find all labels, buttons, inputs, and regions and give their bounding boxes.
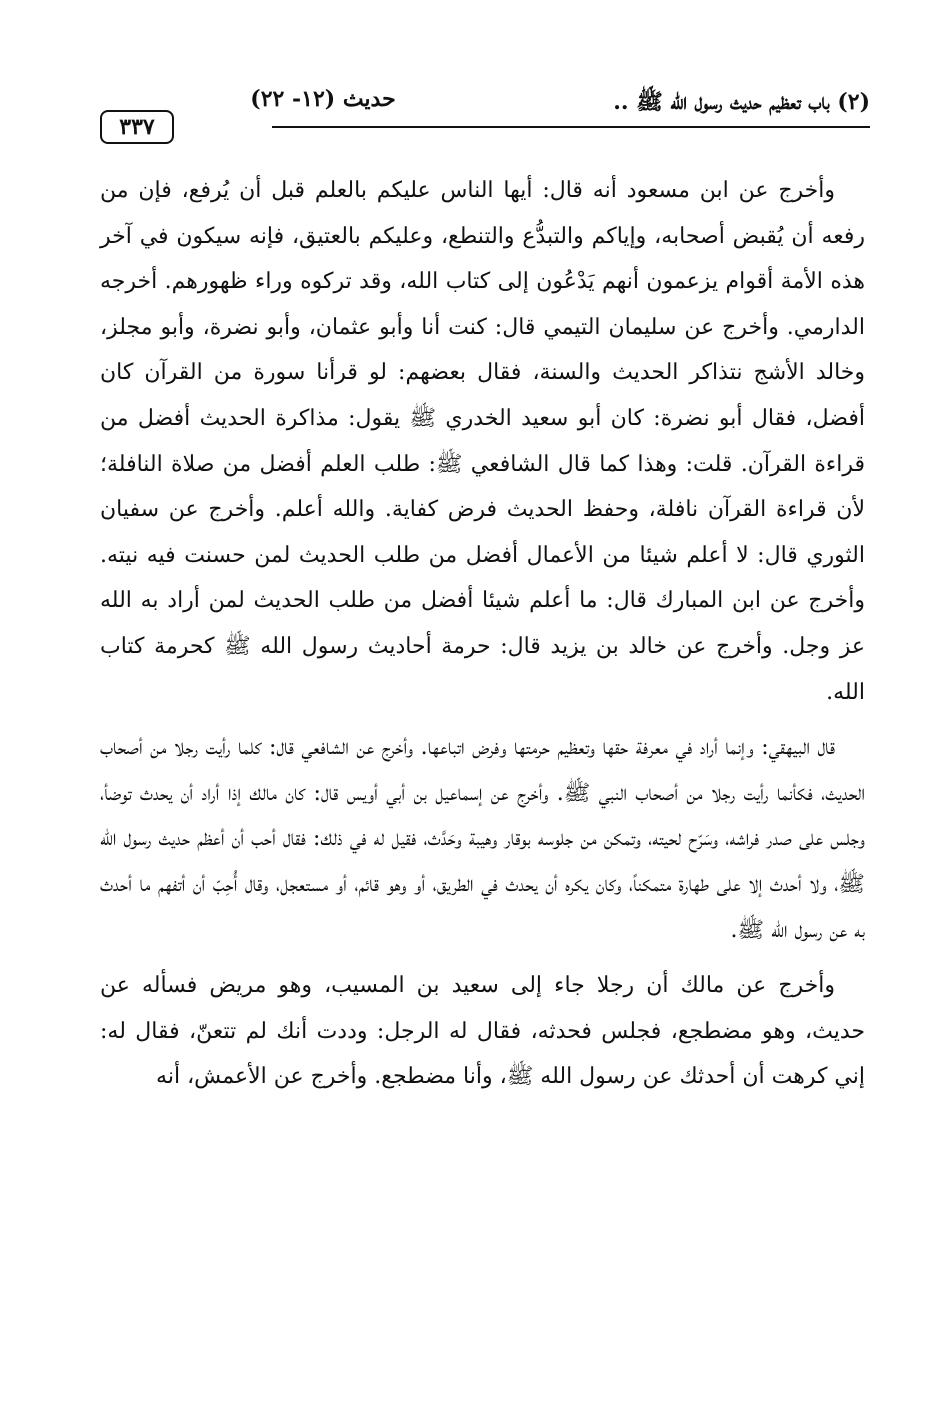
- page-header: [100, 86, 870, 156]
- paragraph-2: قال البيهقي: وإنما أراد في معرفة حقها وتعظيم حرمتها وفرض اتباعها. وأخرج عن الشافعي قال: كلما رأيت رجلا من أصحاب الحديث، فكأنما رأيت رجلا من أصحاب النبي ﷺ. وأخرج عن إسماعيل بن أبي أويس قال: كان مالك إذا أراد أن يحدث توضأ، وجلس على صدر فراشه، وسَرّح لحيته، وتمكن من جلوسه بوقار وهيبة وحَدَّث، فقيل له في ذلك: فقال أحب أن أعظم حديث رسول الله ﷺ، ولا أحدث إلا على طهارة متمكناً، وكان يكره أن يحدث في الطريق، أو وهو قائم، أو مستعجل، وقال أُحِبّ أن أتفهم ما أحدث به عن رسول الله ﷺ.: [100, 735, 865, 943]
- chapter-title: (٢) باب تعظيم حديث رسول الله ﷺ ..: [613, 89, 870, 115]
- page-body: [100, 168, 865, 1110]
- header-divider: [272, 126, 870, 128]
- page-number: ٣٣٧: [100, 110, 174, 144]
- paragraph-1: وأخرج عن ابن مسعود أنه قال: أيها الناس عليكم بالعلم قبل أن يُرفع، فإن من رفعه أن يُقبض أصحابه، وإياكم والتبدُّع والتنطع، وعليكم بالعتيق، فإنه سيكون في آخر هذه الأمة أقوام يزعمون أنهم يَدْعُون إلى كتاب الله، وقد تركوه وراء ظهورهم. أخرجه الدارمي. وأخرج عن سليمان التيمي قال: كنت أنا وأبو عثمان، وأبو نضرة، وأبو مجلز، وخالد الأشج نتذاكر الحديث والسنة، فقال بعضهم: لو قرأنا سورة من القرآن كان أفضل، فقال أبو نضرة: كان أبو سعيد الخدري ﷺ يقول: مذاكرة الحديث أفضل من قراءة القرآن. قلت: وهذا كما قال الشافعي ﷺ: طلب العلم أفضل من صلاة النافلة؛ لأن قراءة القرآن نافلة، وحفظ الحديث فرض كفاية. والله أعلم. وأخرج عن سفيان الثوري قال: لا أعلم شيئا من الأعمال أفضل من طلب الحديث لمن حسنت فيه نيته. وأخرج عن ابن المبارك قال: ما أعلم شيئا أفضل من طلب الحديث لمن أراد به الله عز وجل. وأخرج عن خالد بن يزيد قال: حرمة أحاديث رسول الله ﷺ كحرمة كتاب الله.: [100, 178, 865, 705]
- paragraph-3: وأخرج عن مالك أن رجلا جاء إلى سعيد بن المسيب، وهو مريض فسأله عن حديث، وهو مضطجع، فجلس فحدثه، فقال له الرجل: وددت أنك لم تتعنّ، فقال له: إني كرهت أن أحدثك عن رسول الله ﷺ، وأنا مضطجع. وأخرج عن الأعمش، أنه: [100, 973, 865, 1090]
- hadith-range: حديث (١٢- ٢٢): [250, 86, 396, 112]
